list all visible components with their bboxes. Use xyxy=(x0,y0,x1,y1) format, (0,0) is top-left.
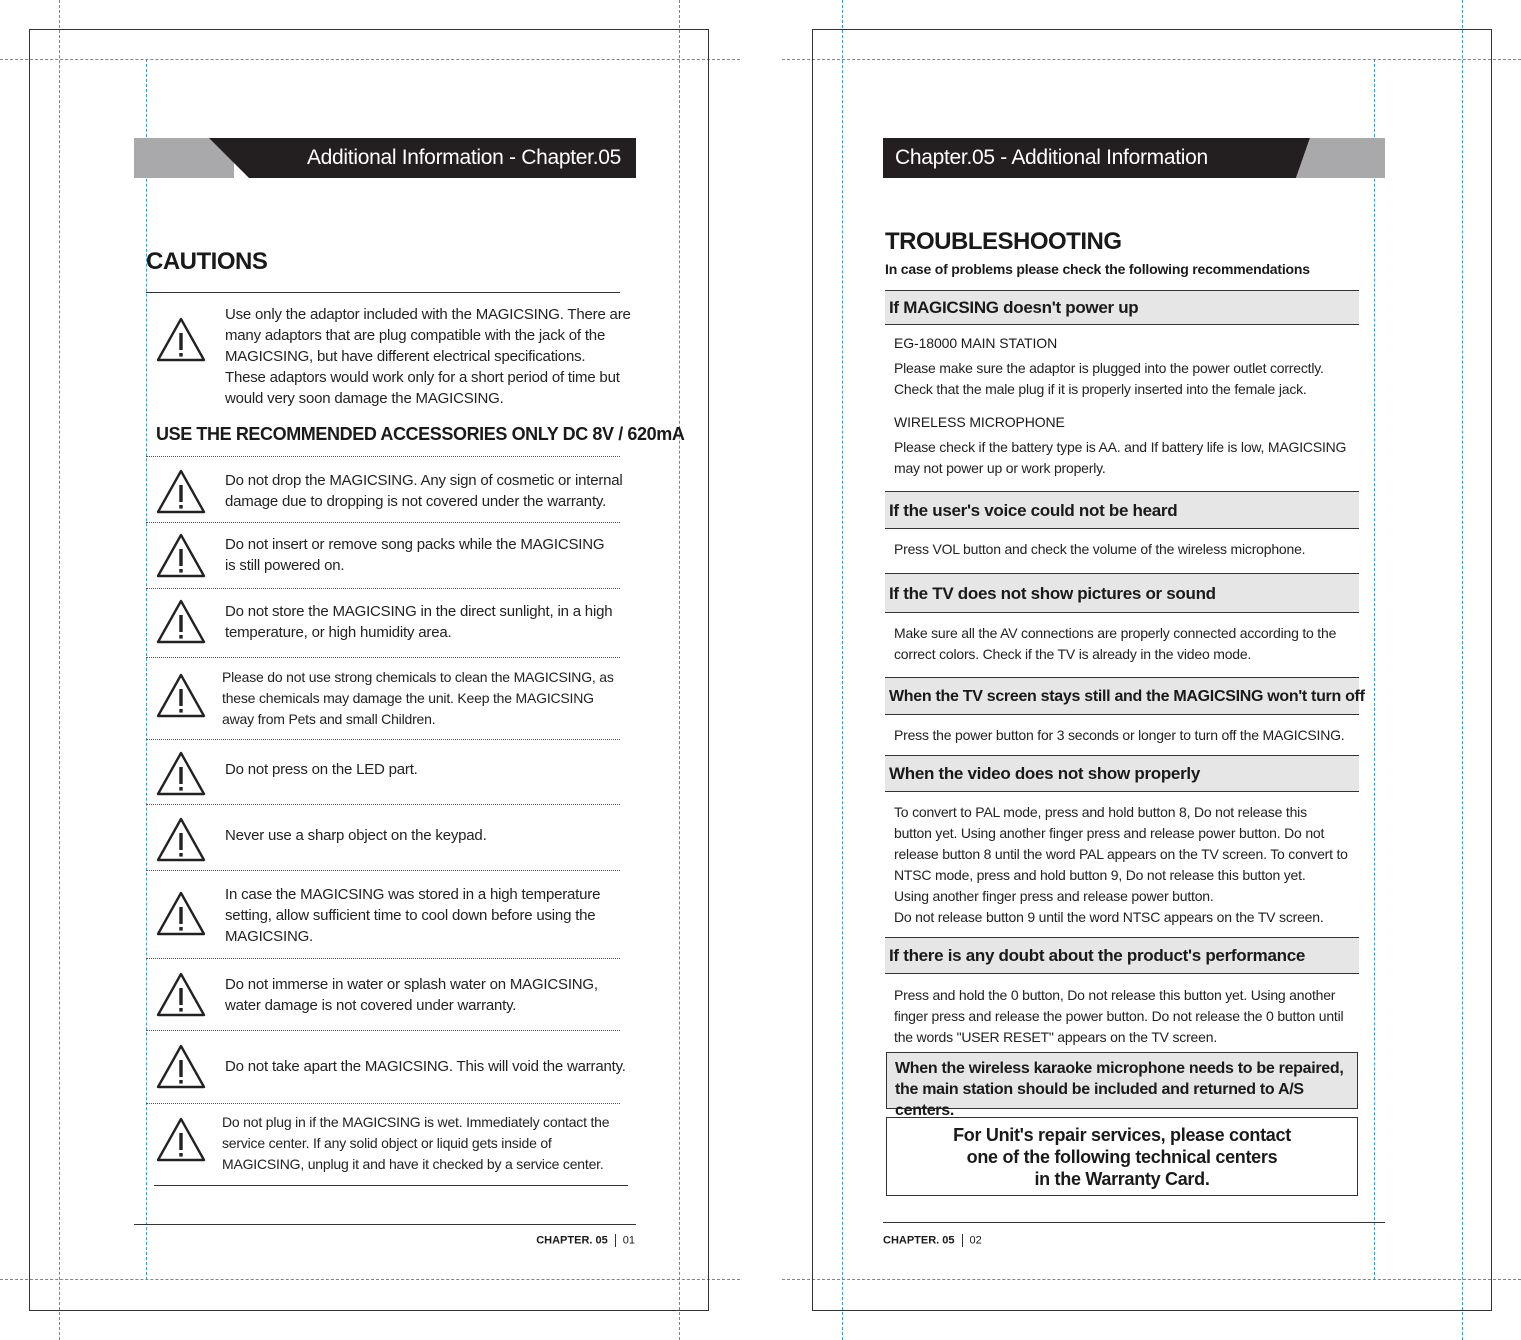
caution-line: service center. If any solid object or liquid gets inside of xyxy=(222,1135,552,1151)
caution-item xyxy=(222,1112,609,1175)
caution-line: MAGICSING, unplug it and have it checked by a service center. xyxy=(222,1156,604,1172)
text-line: may not power up or work properly. xyxy=(894,460,1106,476)
caution-line: setting, allow sufficient time to cool down before using the xyxy=(225,907,596,924)
caution-line: These adaptors would work only for a short period of time but xyxy=(225,369,620,386)
section-heading: When the video does not show properly xyxy=(885,755,1359,792)
caution-line: Do not store the MAGICSING in the direct sunlight, in a high xyxy=(225,603,613,620)
contact-box xyxy=(886,1117,1358,1196)
text-line: the main station should be included and returned to A/S centers. xyxy=(895,1081,1304,1119)
footer-separator xyxy=(962,1234,963,1247)
section-heading: If the user's voice could not be heard xyxy=(885,491,1359,529)
body-text xyxy=(894,358,1324,400)
footer-chapter: CHAPTER. 05 xyxy=(536,1234,608,1247)
footer-page-number: 01 xyxy=(622,1234,635,1247)
text-line: When the wireless karaoke microphone needs to be repaired, xyxy=(895,1060,1344,1077)
subsection-title: WIRELESS MICROPHONE xyxy=(894,414,1065,430)
caution-line: many adaptors that are plug compatible with the jack of the xyxy=(225,327,606,344)
caution-item xyxy=(225,601,612,643)
right-page-header xyxy=(883,138,1385,178)
caution-line: would very soon damage the MAGICSING. xyxy=(225,390,504,407)
text-line: Do not release button 9 until the word NTSC appears on the TV screen. xyxy=(894,909,1324,925)
text-line: finger press and release the power button. Do not release the 0 button until xyxy=(894,1008,1344,1024)
text-line: in the Warranty Card. xyxy=(1034,1169,1210,1189)
caution-item xyxy=(225,825,487,846)
caution-line: Do not insert or remove song packs while the MAGICSING xyxy=(225,536,605,553)
caution-line: Do not drop the MAGICSING. Any sign of cosmetic or internal xyxy=(225,472,623,489)
warning-triangle-icon xyxy=(155,532,207,580)
caution-line: away from Pets and small Children. xyxy=(222,711,436,727)
footer-separator xyxy=(615,1234,616,1247)
warning-triangle-icon xyxy=(155,468,207,516)
cautions-title: CAUTIONS xyxy=(146,248,268,275)
body-text xyxy=(894,725,1344,746)
section-heading: If MAGICSING doesn't power up xyxy=(885,290,1359,325)
section-heading: When the TV screen stays still and the MAGICSING won't turn off xyxy=(885,677,1359,715)
text-line: Using another finger press and release power button. xyxy=(894,888,1214,904)
caution-line: In case the MAGICSING was stored in a high temperature xyxy=(225,886,601,903)
footer-rule xyxy=(134,1224,636,1225)
footer-chapter: CHAPTER. 05 xyxy=(883,1234,955,1247)
divider xyxy=(146,804,620,805)
warning-triangle-icon xyxy=(155,316,207,364)
caution-line: MAGICSING. xyxy=(225,928,314,945)
divider xyxy=(146,588,620,589)
divider xyxy=(146,292,620,293)
divider xyxy=(146,870,620,871)
divider xyxy=(146,456,620,457)
troubleshooting-subtitle: In case of problems please check the following recommendations xyxy=(885,261,1310,277)
caution-line: Do not press on the LED part. xyxy=(225,761,418,778)
repair-note xyxy=(886,1052,1358,1119)
footer-page-number: 02 xyxy=(969,1234,982,1247)
warning-triangle-icon xyxy=(155,816,207,864)
section-heading: If the TV does not show pictures or sound xyxy=(885,573,1359,613)
caution-line: temperature, or high humidity area. xyxy=(225,624,452,641)
text-line: Make sure all the AV connections are properly connected according to the xyxy=(894,625,1337,641)
caution-line: these chemicals may damage the unit. Keep the MAGICSING xyxy=(222,690,594,706)
body-text xyxy=(894,802,1348,928)
text-line: Check that the male plug if it is properly inserted into the female jack. xyxy=(894,381,1307,397)
divider xyxy=(154,1185,628,1186)
divider xyxy=(146,522,620,523)
warning-triangle-icon xyxy=(155,1043,207,1091)
caution-line: Do not take apart the MAGICSING. This will void the warranty. xyxy=(225,1058,626,1075)
text-line: button yet. Using another finger press and release power button. Do not xyxy=(894,825,1325,841)
text-line: To convert to PAL mode, press and hold button 8, Do not release this xyxy=(894,804,1307,820)
divider xyxy=(146,1030,620,1031)
left-page-footer xyxy=(536,1234,635,1247)
caution-line: is still powered on. xyxy=(225,557,345,574)
warning-triangle-icon xyxy=(155,1116,207,1164)
text-line: Press the power button for 3 seconds or longer to turn off the MAGICSING. xyxy=(894,727,1345,743)
text-line: Press and hold the 0 button, Do not release this button yet. Using another xyxy=(894,987,1336,1003)
caution-line: Please do not use strong chemicals to clean the MAGICSING, as xyxy=(222,669,614,685)
caution-line: Use only the adaptor included with the MAGICSING. There are xyxy=(225,306,631,323)
caution-line: Do not plug in if the MAGICSING is wet. Immediately contact the xyxy=(222,1114,610,1130)
left-page-header xyxy=(134,138,636,178)
text-line: Please check if the battery type is AA. and If battery life is low, MAGICSING xyxy=(894,439,1347,455)
text-line: correct colors. Check if the TV is already in the video mode. xyxy=(894,646,1252,662)
right-page-footer xyxy=(883,1234,982,1247)
text-line: For Unit's repair services, please contact xyxy=(953,1125,1291,1145)
caution-item xyxy=(225,974,598,1016)
warning-triangle-icon xyxy=(155,971,207,1019)
caution-line: MAGICSING, but have different electrical specifications. xyxy=(225,348,586,365)
caution-item xyxy=(225,304,631,409)
body-text xyxy=(894,539,1305,560)
subsection-title: EG-18000 MAIN STATION xyxy=(894,335,1058,351)
caution-line: Do not immerse in water or splash water on MAGICSING, xyxy=(225,976,598,993)
warning-triangle-icon xyxy=(155,890,207,938)
warning-triangle-icon xyxy=(155,598,207,646)
section-heading: If there is any doubt about the product's performance xyxy=(885,937,1359,974)
text-line: one of the following technical centers xyxy=(966,1147,1278,1167)
accessories-notice: USE THE RECOMMENDED ACCESSORIES ONLY DC 8V / 620mA xyxy=(156,424,685,444)
caution-item xyxy=(225,470,623,512)
text-line: the words "USER RESET" appears on the TV screen. xyxy=(894,1029,1218,1045)
text-line: NTSC mode, press and hold button 9, Do not release this button yet. xyxy=(894,867,1306,883)
text-line: Please make sure the adaptor is plugged into the power outlet correctly. xyxy=(894,360,1324,376)
caution-line: water damage is not covered under warranty. xyxy=(225,997,517,1014)
caution-line: damage due to dropping is not covered under the warranty. xyxy=(225,493,607,510)
caution-line: Never use a sharp object on the keypad. xyxy=(225,827,487,844)
header-title: Additional Information - Chapter.05 xyxy=(306,146,621,169)
troubleshooting-title: TROUBLESHOOTING xyxy=(885,228,1122,255)
text-line: release button 8 until the word PAL appears on the TV screen. To convert to xyxy=(894,846,1348,862)
warning-triangle-icon xyxy=(155,672,207,720)
divider xyxy=(146,739,620,740)
warning-triangle-icon xyxy=(155,750,207,798)
divider xyxy=(146,657,620,658)
footer-rule xyxy=(883,1222,1385,1223)
body-text xyxy=(894,623,1336,665)
header-title: Chapter.05 - Additional Information xyxy=(895,146,1208,169)
caution-item xyxy=(225,534,604,576)
body-text xyxy=(894,985,1343,1048)
caution-item xyxy=(222,667,614,730)
body-text xyxy=(894,437,1346,479)
caution-item xyxy=(225,759,418,780)
header-grey-band xyxy=(1296,138,1385,178)
divider xyxy=(146,1103,620,1104)
divider xyxy=(146,958,620,959)
text-line: Press VOL button and check the volume of the wireless microphone. xyxy=(894,541,1306,557)
caution-item xyxy=(225,1056,626,1077)
caution-item xyxy=(225,884,600,947)
